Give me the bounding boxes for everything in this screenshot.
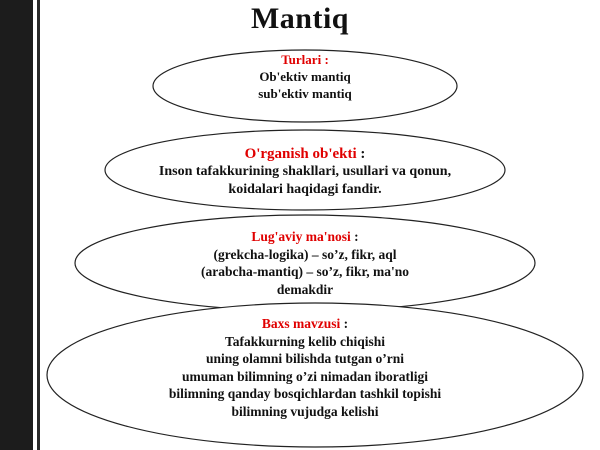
block-line: Tafakkurning kelib chiqishi bbox=[224, 333, 386, 349]
block-line: demakdir bbox=[276, 281, 334, 297]
block-line: (arabcha-mantiq) – so’z, fikr, ma'no bbox=[201, 264, 409, 279]
block-heading: O'rganish ob'ekti : bbox=[244, 146, 366, 162]
block-line: uning olamni bilishda tutgan o’rni bbox=[205, 351, 405, 366]
block-heading: Baxs mavzusi : bbox=[261, 316, 349, 331]
block-line: bilimning vujudga kelishi bbox=[231, 403, 379, 419]
block-turlari bbox=[200, 51, 410, 102]
block-line: bilimning qanday bosqichlardan tashkil topishi bbox=[168, 386, 442, 401]
block-heading: Turlari : bbox=[281, 52, 329, 67]
block-lugaviy bbox=[130, 228, 480, 298]
block-line: umuman bilimning o’zi nimadan iboratligi bbox=[181, 368, 429, 384]
block-organish bbox=[130, 145, 480, 199]
block-line: Ob'ektiv mantiq bbox=[259, 69, 351, 84]
block-heading: Lug'aviy ma'nosi : bbox=[251, 229, 359, 244]
block-line: koidalari haqidagi fandir. bbox=[228, 182, 382, 197]
block-line: Inson tafakkurining shakllari, usullari va qonun, bbox=[158, 164, 452, 179]
block-baxs bbox=[110, 315, 500, 420]
block-line: sub'ektiv mantiq bbox=[258, 86, 352, 101]
page-title: Mantiq bbox=[250, 2, 349, 35]
block-line: (grekcha-logika) – so’z, fikr, aql bbox=[213, 246, 397, 262]
